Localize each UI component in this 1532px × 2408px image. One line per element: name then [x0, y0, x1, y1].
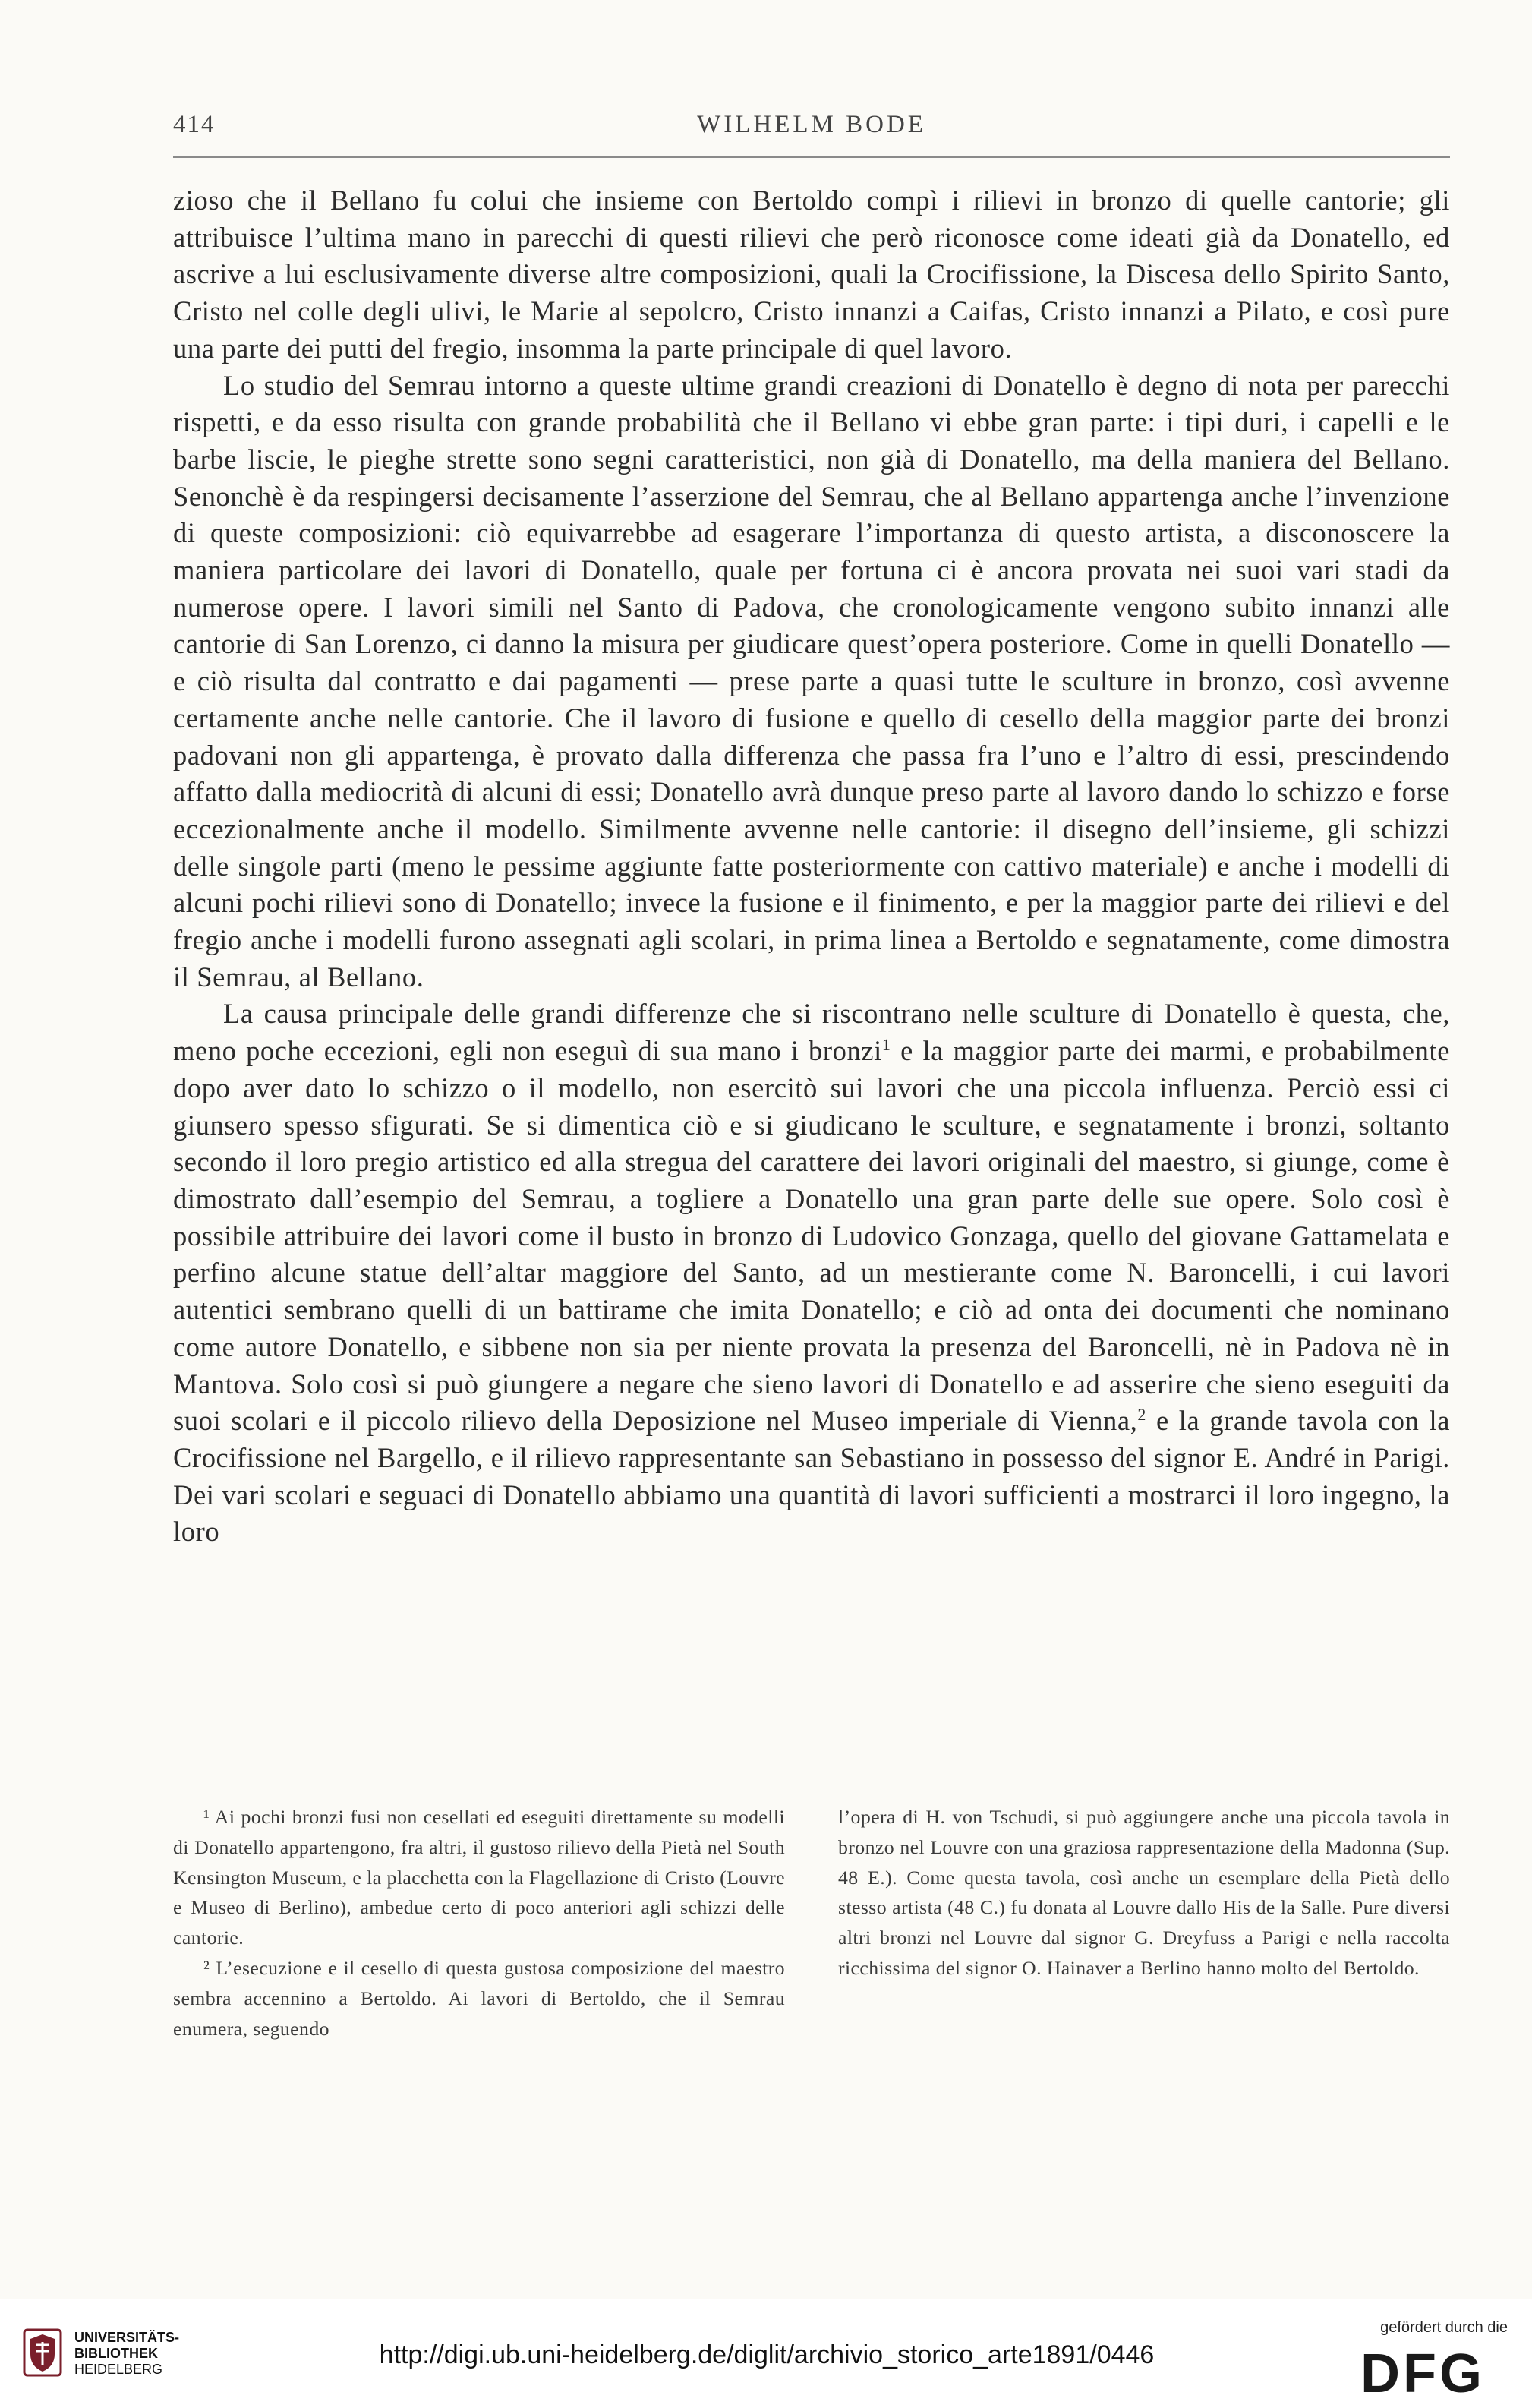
footnote-ref-2: 2	[1137, 1405, 1146, 1425]
paragraph-2: Lo studio del Semrau intorno a queste ultime grandi creazioni di Donatello è degno di nota per parecchi rispetti, e da esso risulta con grande probabilità che il Bellano vi ebbe gran parte: i tipi duri, i capelli e le barbe liscie, le pieghe strette sono segni caratteristici, non già di Donatello, ma della maniera del Bellano. Senonchè è da respingersi decisamente l’asserzione del Semrau, che al Bellano appartenga anche l’invenzione di queste composizioni: ciò equivarrebbe ad esagerare l’importanza di questo artista, a disconoscere la maniera particolare dei lavori di Donatello, quale per fortuna ci è ancora provata nei suoi vari stadi da numerose opere. I lavori simili nel Santo di Padova, che cronologicamente vengono subito innanzi alle cantorie di San Lorenzo, ci danno la misura per giudicare quest’opera posteriore. Come in quelli Donatello — e ciò risulta dal contratto e dai pagamenti — prese parte a quasi tutte le sculture in bronzo, così avvenne certamente anche nelle cantorie. Che il lavoro di fusione e quello di cesello della maggior parte dei bronzi padovani non gli appartenga, è provato dalla differenza che passa fra l’uno e l’altro di essi, prescindendo affatto dalla mediocrità di alcuni di essi; Donatello avrà dunque preso parte al lavoro dando lo schizzo e forse eccezionalmente anche il modello. Similmente avvenne nelle cantorie: il disegno dell’insieme, gli schizzi delle singole parti (meno le pessime aggiunte fatte posteriormente con cattivo materiale) e anche i modelli di alcuni pochi rilievi sono di Donatello; invece la fusione e il finimento, e per la maggior parte dei rilievi e del fregio anche i modelli furono assegnati agli scolari, in prima linea a Bertoldo e segnatamente, come dimostra il Semrau, al Bellano.	[173, 369, 1450, 993]
page-header	[173, 111, 1450, 144]
footnote-2-continued: l’opera di H. von Tschudi, si può aggiungere anche una piccola tavola in bronzo nel Louvre con una graziosa rappresentazione della Madonna (Sup. 48 E.). Come questa tavola, così anche un esemplare della Pietà dello stesso artista (48 C.) fu donata al Louvre dallo His de la Salle. Pure diversi altri bronzi nel Louvre dal signor G. Dreyfuss a Parigi e nella raccolta ricchissima del signor O. Hainaver a Berlino hanno molto del Bertoldo.	[838, 1806, 1450, 1979]
permalink-url[interactable]: http://digi.ub.uni-heidelberg.de/diglit/archivio_storico_arte1891/0446	[379, 2340, 1155, 2369]
institution-line-3: HEIDELBERG	[74, 2362, 163, 2377]
footnote-ref-1: 1	[881, 1035, 891, 1055]
university-seal-icon	[23, 2328, 62, 2377]
institution-name	[74, 2330, 226, 2378]
paragraph-3-part-b: e la maggior parte dei marmi, e probabilmente dopo aver dato lo schizzo o il modello, non esercitò sui lavori che una piccola influenza. Perciò essi ci giunsero spesso sfigurati. Se si dimentica ciò e si giudicano le sculture, e segnatamente i bronzi, soltanto secondo il loro pregio artistico ed alla stregua del carattere dei lavori originali del maestro, si giunge, come è dimostrato dall’esempio del Semrau, a togliere a Donatello una gran parte delle sue opere. Solo così è possibile attribuire dei lavori come il busto in bronzo di Ludovico Gonzaga, quello del giovane Gattamelata e perfino alcune statue dell’altar maggiore del Santo, ad un mestierante come N. Baroncelli, i cui lavori autentici sembrano quelli di un battirame che imita Donatello; e ciò ad onta dei documenti che nominano come autore Donatello, e sibbene non sia per niente provata la presenza del Baroncelli, nè in Padova nè in Mantova. Solo così si può giungere a negare che sieno lavori di Donatello e ad asserire che sieno eseguiti da suoi scolari e il piccolo rilievo della Deposizione nel Museo imperiale di Vienna,	[173, 1035, 1450, 1437]
institution-line-1: UNIVERSITÄTS-	[74, 2330, 180, 2345]
dfg-logo	[1360, 2345, 1509, 2398]
footnote-2: ² L’esecuzione e il cesello di questa gustosa composizione del maestro sembra accennino a Bertoldo. Ai lavori di Bertoldo, che il Semrau enumera, seguendo	[173, 1956, 785, 2040]
institution-line-2: BIBLIOTHEK	[74, 2346, 158, 2361]
footnotes	[173, 1802, 1450, 2043]
paragraph-1: zioso che il Bellano fu colui che insieme con Bertoldo compì i rilievi in bronzo di quelle cantorie; gli attribuisce l’ultima mano in parecchi di questi rilievi che però riconosce come ideati già da Donatello, ed ascrive a lui esclusivamente diverse altre composizioni, quali la Crocifissione, la Discesa dello Spirito Santo, Cristo nel colle degli ulivi, le Marie al sepolcro, Cristo innanzi a Caifas, Cristo innanzi a Pilato, e così pure una parte dei putti del fregio, insomma la parte principale di quel lavoro.	[173, 185, 1450, 364]
footnote-1: ¹ Ai pochi bronzi fusi non cesellati ed eseguiti direttamente su modelli di Donatello appartengono, fra altri, il gustoso rilievo della Pietà nel South Kensington Museum, e la placchetta con la Flagellazione di Cristo (Louvre e Museo di Berlino), ambedue certo di poco anteriori agli schizzi delle cantorie.	[173, 1806, 785, 1949]
funding-label: gefördert durch die	[1380, 2319, 1508, 2336]
dfg-logo-text: DFG	[1360, 2345, 1485, 2398]
footnotes-left-column	[173, 1802, 785, 2043]
footnotes-right-column	[838, 1802, 1450, 2043]
page-number: 414	[173, 111, 216, 138]
header-rule	[173, 156, 1450, 158]
running-head: WILHELM BODE	[697, 111, 926, 138]
paragraph-3	[173, 996, 1450, 1551]
digitization-footer	[0, 2299, 1532, 2408]
paragraph-3-part-c: e la grande tavola con la Crocifissione nel Bargello, e il rilievo rappresentante san Sebastiano in possesso del signor E. André in Parigi. Dei vari scolari e seguaci di Donatello abbiamo una quantità di lavori sufficienti a mostrarci il loro ingegno, la loro	[173, 1405, 1450, 1548]
paragraph-3-part-a: La causa principale delle grandi differenze che si riscontrano nelle sculture di Donatello è questa, che, meno poche eccezioni, egli non eseguì di sua mano i bronzi	[173, 998, 1450, 1067]
main-text	[173, 182, 1450, 1551]
